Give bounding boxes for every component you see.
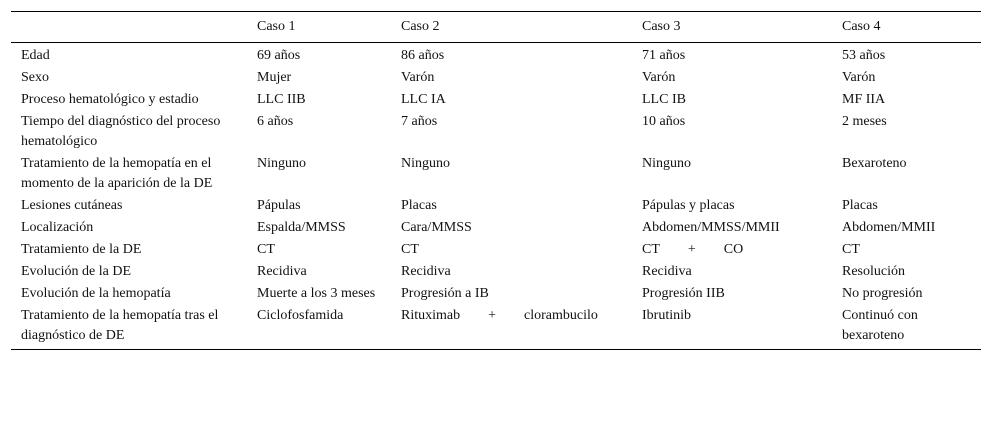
case-4-cell: Placas — [842, 198, 878, 213]
case-2-cell: 7 años — [401, 114, 438, 129]
case-2-cell: Placas — [401, 198, 437, 213]
header-cell-caso-3: Caso 3 — [642, 19, 681, 34]
table-header — [11, 12, 981, 43]
case-2-cell: Recidiva — [401, 264, 451, 279]
case-3-cell: Ninguno — [642, 156, 691, 171]
header-cell-caso-4: Caso 4 — [842, 19, 881, 34]
table-row — [11, 305, 981, 350]
row-label-cell: Tratamiento de la hemopatía tras el diagnóstico de DE — [21, 308, 219, 343]
table-row — [11, 261, 981, 283]
case-3-cell: Progresión IIB — [642, 286, 725, 301]
case-3-cell: 71 años — [642, 48, 686, 63]
case-4-cell: No progresión — [842, 286, 923, 301]
table-row — [11, 239, 981, 261]
case-4-cell: Continuó con bexaroteno — [842, 308, 918, 343]
case-1-cell: 6 años — [257, 114, 294, 129]
row-label-cell: Edad — [21, 48, 50, 63]
table-row — [11, 43, 981, 68]
row-label-cell: Evolución de la hemopatía — [21, 286, 171, 301]
case-2-cell: 86 años — [401, 48, 445, 63]
table-row — [11, 195, 981, 217]
case-3-cell: 10 años — [642, 114, 686, 129]
case-2-cell: CT — [401, 242, 419, 257]
row-label-cell: Sexo — [21, 70, 49, 85]
case-1-cell: 69 años — [257, 48, 301, 63]
case-4-cell: 53 años — [842, 48, 886, 63]
table-row — [11, 217, 981, 239]
header-cell-empty — [11, 12, 247, 43]
case-1-cell: Muerte a los 3 meses — [257, 286, 376, 301]
case-1-cell: CT — [257, 242, 275, 257]
case-2-cell: Varón — [401, 70, 435, 85]
header-row — [11, 12, 981, 43]
case-1-cell: Ciclofosfamida — [257, 308, 344, 323]
case-3-cell: CT + CO — [642, 242, 744, 257]
row-label-cell: Tratamiento de la DE — [21, 242, 142, 257]
case-2-cell: Ninguno — [401, 156, 450, 171]
case-1-cell: Mujer — [257, 70, 292, 85]
header-cell-caso-1: Caso 1 — [257, 19, 296, 34]
case-3-cell: Recidiva — [642, 264, 692, 279]
row-label-cell: Evolución de la DE — [21, 264, 132, 279]
table-body — [11, 43, 981, 350]
row-label-cell: Proceso hematológico y estadio — [21, 92, 199, 107]
case-4-cell: Resolución — [842, 264, 905, 279]
header-cell-caso-2: Caso 2 — [401, 19, 440, 34]
case-2-cell: LLC IA — [401, 92, 446, 107]
case-4-cell: CT — [842, 242, 860, 257]
case-1-cell: LLC IIB — [257, 92, 306, 107]
case-3-cell: Ibrutinib — [642, 308, 691, 323]
row-label-cell: Localización — [21, 220, 94, 235]
case-3-cell: LLC IB — [642, 92, 686, 107]
case-3-cell: Varón — [642, 70, 676, 85]
table-row — [11, 111, 981, 153]
table-row — [11, 89, 981, 111]
case-1-cell: Pápulas — [257, 198, 301, 213]
case-4-cell: 2 meses — [842, 114, 887, 129]
table-row — [11, 67, 981, 89]
case-4-cell: MF IIA — [842, 92, 886, 107]
case-2-cell: Progresión a IB — [401, 286, 489, 301]
case-1-cell: Ninguno — [257, 156, 306, 171]
case-2-cell: Cara/MMSS — [401, 220, 472, 235]
row-label-cell: Tiempo del diagnóstico del proceso hematológico — [21, 114, 221, 149]
row-label-cell: Tratamiento de la hemopatía en el momento de la aparición de la DE — [21, 156, 213, 191]
clinical-cases-table — [11, 11, 981, 350]
table-row — [11, 153, 981, 195]
case-4-cell: Varón — [842, 70, 876, 85]
case-4-cell: Bexaroteno — [842, 156, 907, 171]
case-2-cell: Rituximab + clorambucilo — [401, 308, 598, 323]
case-3-cell: Abdomen/MMSS/MMII — [642, 220, 780, 235]
case-4-cell: Abdomen/MMII — [842, 220, 936, 235]
case-1-cell: Recidiva — [257, 264, 307, 279]
table-row — [11, 283, 981, 305]
row-label-cell: Lesiones cutáneas — [21, 198, 123, 213]
case-1-cell: Espalda/MMSS — [257, 220, 346, 235]
case-3-cell: Pápulas y placas — [642, 198, 735, 213]
